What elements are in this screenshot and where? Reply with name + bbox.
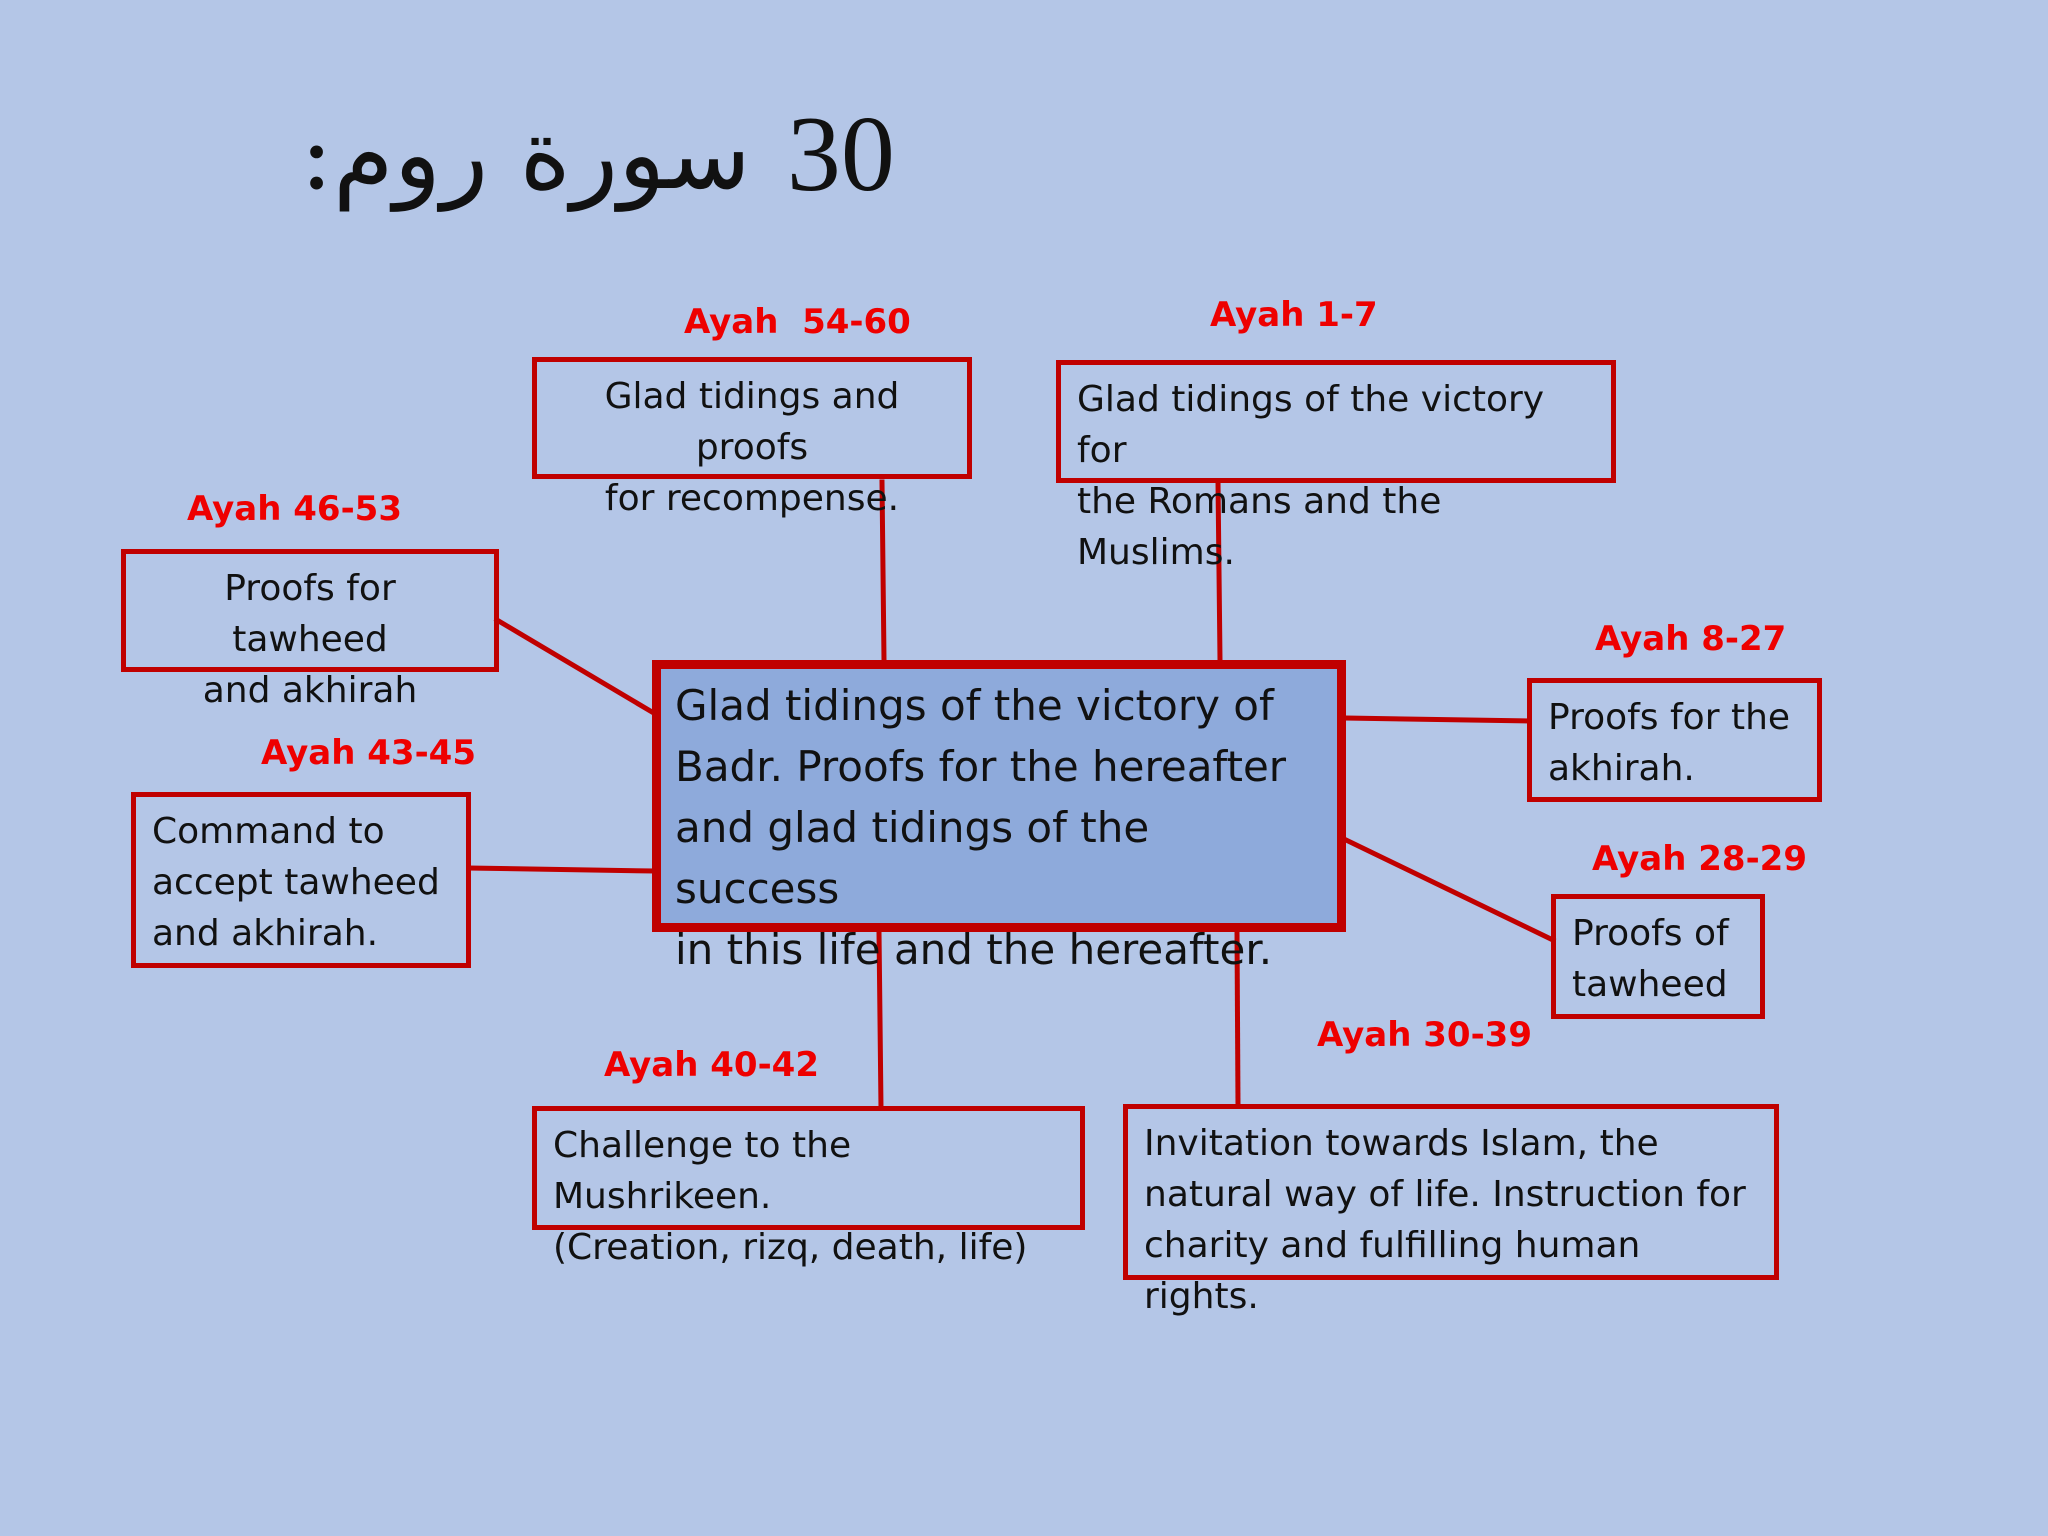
connector-ayah-8-27 (1346, 718, 1529, 721)
node-box-ayah-40-42: Challenge to the Mushrikeen. (Creation, rizq, death, life) (532, 1106, 1085, 1230)
ayah-label-43-45: Ayah 43-45 (261, 733, 476, 773)
node-box-ayah-46-53: Proofs for tawheed and akhirah (121, 549, 499, 672)
node-box-ayah-28-29: Proofs of tawheed (1551, 894, 1765, 1019)
ayah-label-54-60: Ayah 54-60 (684, 302, 911, 342)
connector-ayah-43-45 (469, 868, 652, 871)
node-box-ayah-30-39: Invitation towards Islam, the natural way of life. Instruction for charity and fulfilling human rights. (1123, 1104, 1779, 1280)
ayah-label-28-29: Ayah 28-29 (1592, 839, 1807, 879)
connector-ayah-46-53 (497, 620, 652, 712)
ayah-label-30-39: Ayah 30-39 (1317, 1015, 1532, 1055)
node-box-ayah-1-7: Glad tidings of the victory for the Romans and the Muslims. (1056, 360, 1616, 483)
node-box-ayah-54-60: Glad tidings and proofs for recompense. (532, 357, 972, 479)
central-topic-box: Glad tidings of the victory of Badr. Proofs for the hereafter and glad tidings of the success in this life and the hereafter. (652, 660, 1346, 932)
title-number: 30 (786, 95, 895, 214)
node-box-ayah-43-45: Command to accept tawheed and akhirah. (131, 792, 471, 968)
ayah-label-1-7: Ayah 1-7 (1210, 295, 1378, 335)
ayah-label-40-42: Ayah 40-42 (604, 1045, 819, 1085)
node-box-ayah-8-27: Proofs for the akhirah. (1527, 678, 1822, 802)
connector-ayah-28-29 (1346, 840, 1553, 940)
ayah-label-8-27: Ayah 8-27 (1595, 619, 1787, 659)
title-arabic: سورة روم: (300, 98, 751, 212)
ayah-label-46-53: Ayah 46-53 (187, 489, 402, 529)
